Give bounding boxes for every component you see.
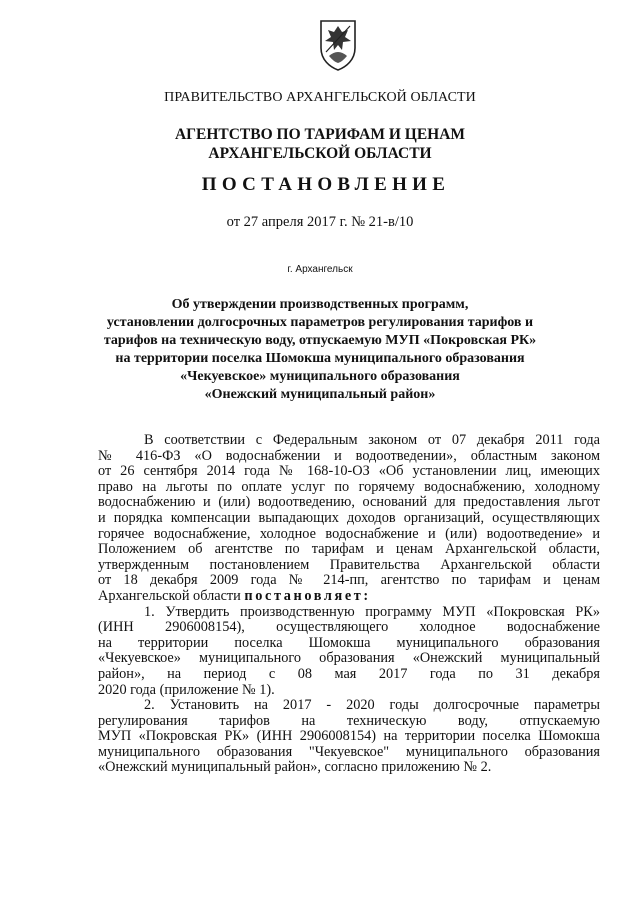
preamble-paragraph xyxy=(98,433,600,776)
document-type-heading: ПОСТАНОВЛЕНИЕ xyxy=(201,174,451,195)
item-2-line: регулирования тарифов на техническую воду, отпускаемую xyxy=(98,712,600,729)
paragraph-line: от 18 декабря 2009 года № 214-пп, агентство по тарифам и ценам xyxy=(98,572,600,589)
title-line: «Онежский муниципальный район» xyxy=(204,387,436,402)
government-name: ПРАВИТЕЛЬСТВО АРХАНГЕЛЬСКОЙ ОБЛАСТИ xyxy=(164,90,476,105)
title-line: установлении долгосрочных параметров регулирования тарифов и xyxy=(106,315,534,330)
paragraph-line: право на льготы по оплате услуг по горячему водоснабжению, холодному xyxy=(98,478,600,495)
item-1-line: 1. Утвердить производственную программу МУП «Покровская РК» xyxy=(144,603,600,620)
title-line: тарифов на техническую воду, отпускаемую МУП «Покровская РК» xyxy=(103,333,537,348)
document-date-number: от 27 апреля 2017 г. № 21-в/10 xyxy=(226,214,414,230)
paragraph-line: В соответствии с Федеральным законом от 07 декабря 2011 года xyxy=(144,432,600,448)
item-1-line: 2020 года (приложение № 1). xyxy=(98,681,275,698)
agency-name-line-1: АГЕНТСТВО ПО ТАРИФАМ И ЦЕНАМ xyxy=(174,126,466,143)
paragraph-line: Положением об агентстве по тарифам и ценам Архангельской области, xyxy=(98,541,600,558)
document-city: г. Архангельск xyxy=(287,264,353,275)
agency-name-line-2: АРХАНГЕЛЬСКОЙ ОБЛАСТИ xyxy=(208,145,432,162)
item-2-line: муниципального образования "Чекуевское" муниципального образования xyxy=(98,743,600,760)
paragraph-line xyxy=(98,589,600,605)
paragraph-line: горячее водоснабжение, холодное водоснабжение и (или) водоотведение» и xyxy=(98,525,600,542)
coat-of-arms-emblem xyxy=(318,18,358,72)
item-1-line: на территории поселка Шомокша муниципального образования xyxy=(98,634,600,651)
paragraph-line: от 26 сентября 2014 года № 168-10-ОЗ «Об установлении лиц, имеющих xyxy=(98,463,600,480)
resolves-keyword: постановляет: xyxy=(244,587,371,604)
item-1-line: «Чекуевское» муниципального образования «Онежский муниципальный xyxy=(98,650,600,667)
title-line: Об утверждении производственных программ, xyxy=(171,297,469,312)
item-1-line: район», на период с 08 мая 2017 года по 31 декабря xyxy=(98,665,600,682)
title-line: «Чекуевское» муниципального образования xyxy=(180,369,460,384)
paragraph-line: и порядка компенсации выпадающих доходов организаций, осуществляющих xyxy=(98,509,600,526)
paragraph-line: № 416-ФЗ «О водоснабжении и водоотведении», областным законом xyxy=(98,447,600,464)
paragraph-line: утвержденным постановлением Правительства Архангельской области xyxy=(98,556,600,573)
paragraph-line: водоснабжению и (или) водоотведению, оснований для предоставления льгот xyxy=(98,494,600,511)
item-2-line: «Онежский муниципальный район», согласно приложению № 2. xyxy=(98,759,492,776)
item-2-line: МУП «Покровская РК» (ИНН 2906008154) на территории поселка Шомокша xyxy=(98,728,600,745)
item-1-line: (ИНН 2906008154), осуществляющего холодное водоснабжение xyxy=(98,619,600,636)
item-2-line: 2. Установить на 2017 - 2020 годы долгосрочные параметры xyxy=(144,697,600,714)
paragraph-text: Архангельской области xyxy=(98,587,245,604)
title-line: на территории поселка Шомокша муниципального образования xyxy=(115,351,525,366)
